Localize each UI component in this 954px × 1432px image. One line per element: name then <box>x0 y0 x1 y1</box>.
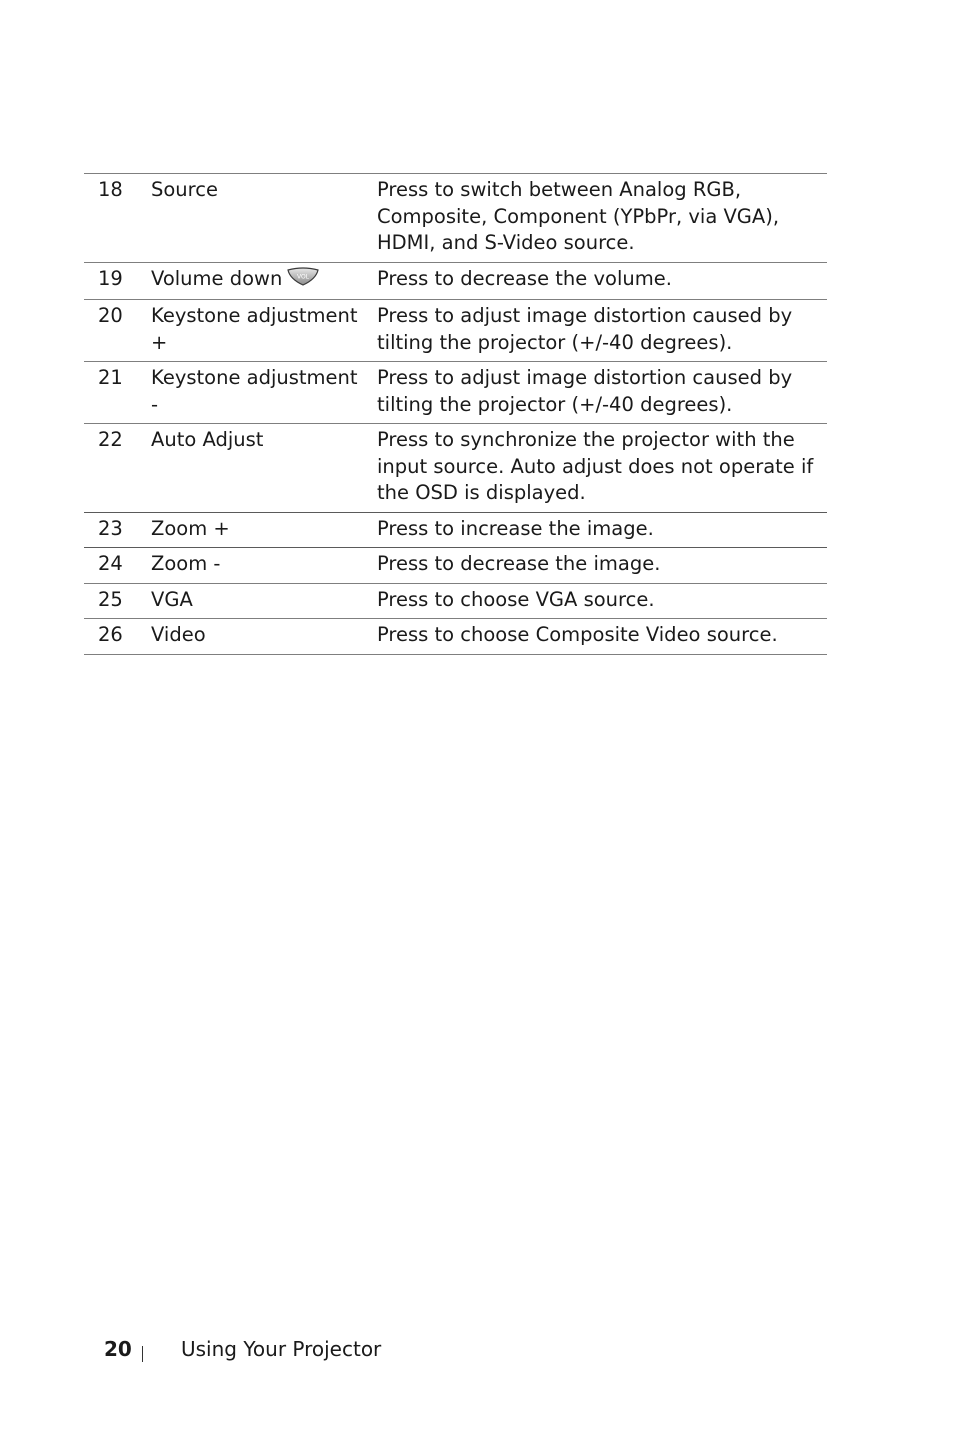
row-number: 25 <box>98 587 123 611</box>
row-number: 22 <box>98 428 123 451</box>
key-name: Zoom - <box>151 552 221 575</box>
key-name: Keystone adjustment - <box>151 366 358 416</box>
key-description: Press to adjust image distortion caused by tilting the projector (+/-40 degrees). <box>377 304 793 354</box>
table-row <box>84 424 827 513</box>
key-description: Press to synchronize the projector with the input source. Auto adjust does not operate if the OSD is displayed. <box>377 428 814 504</box>
page-number: 20 <box>104 1337 132 1361</box>
key-name: VGA <box>151 587 193 611</box>
table-row <box>84 548 827 584</box>
key-description: Press to decrease the image. <box>377 552 661 575</box>
row-number: 23 <box>98 516 123 540</box>
row-number: 24 <box>98 552 123 575</box>
key-name: Auto Adjust <box>151 428 264 451</box>
table-row <box>84 174 827 263</box>
row-number: 26 <box>98 623 123 646</box>
table-row <box>84 512 827 548</box>
key-name: Video <box>151 623 206 646</box>
table-row <box>84 300 827 362</box>
section-title: Using Your Projector <box>181 1337 382 1361</box>
svg-text:VOL: VOL <box>297 273 310 280</box>
key-description: Press to switch between Analog RGB, Composite, Component (YPbPr, via VGA), HDMI, and S-Video source. <box>377 178 780 254</box>
key-name-cell <box>151 262 377 300</box>
row-number: 18 <box>98 178 123 201</box>
key-name: Keystone adjustment + <box>151 304 358 354</box>
table-row <box>84 619 827 655</box>
key-description: Press to adjust image distortion caused by tilting the projector (+/-40 degrees). <box>377 366 793 416</box>
key-description: Press to choose Composite Video source. <box>377 623 778 646</box>
remote-control-keys-table <box>84 173 827 655</box>
row-number: 19 <box>98 266 123 290</box>
key-name: Volume down <box>151 266 283 290</box>
key-name: Zoom + <box>151 516 230 540</box>
footer-divider <box>142 1346 143 1362</box>
key-description: Press to choose VGA source. <box>377 587 655 611</box>
row-number: 21 <box>98 366 123 389</box>
page-footer <box>104 1336 381 1362</box>
table-row <box>84 262 827 300</box>
key-description: Press to increase the image. <box>377 516 654 540</box>
row-number: 20 <box>98 304 123 327</box>
key-description: Press to decrease the volume. <box>377 266 672 290</box>
key-name: Source <box>151 178 218 201</box>
table-row <box>84 362 827 424</box>
vol-down-icon <box>286 267 320 295</box>
table-row <box>84 583 827 619</box>
